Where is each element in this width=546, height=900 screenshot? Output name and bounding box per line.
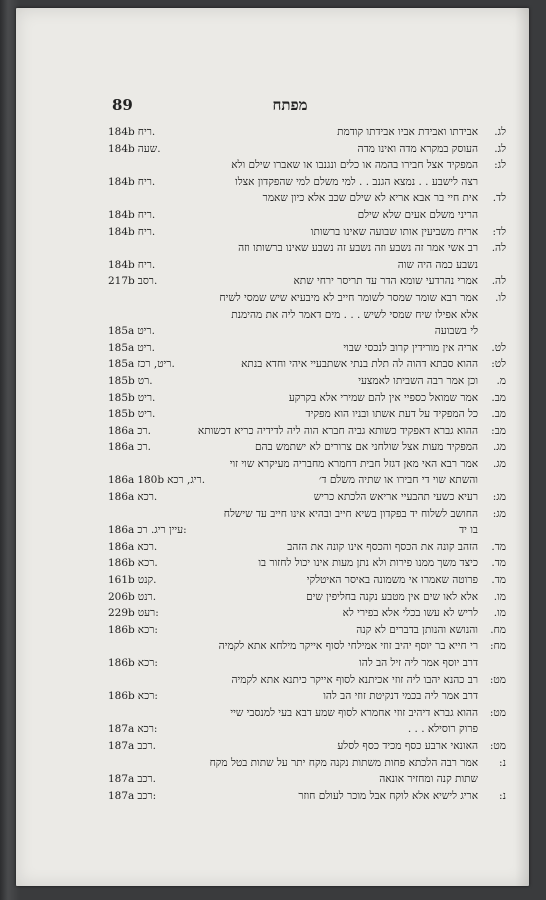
page-reference: 206b [108,590,135,603]
section-reference: רנט. [137,590,157,603]
entry-folio: מב: [491,424,506,437]
entry-folio: לו. [495,291,506,304]
entry-reference [108,522,187,539]
index-entry [108,373,506,390]
entry-folio: מט: [489,706,506,719]
entry-text: העוסק במקרא מדה ואינו מדה [357,142,478,155]
entry-text: אלא לאו שים אין מטבע נקנה בחליפין שים [306,590,478,603]
entry-folio: לג. [494,142,506,155]
page-reference: 187a [108,723,135,736]
entry-text: אמר רבא שומר שמסר לשומר חייב לא מיבעיא שיש שמסי לשיח [219,291,478,304]
section-reference: ריח. [137,175,156,188]
index-entry [108,224,506,241]
index-entry [108,240,506,257]
page-reference: 186a [108,540,135,553]
entry-text: כל המפקיד על דעת אשתו ובניו הוא מפקיד [305,408,478,421]
section-reference: רכא. [137,557,158,570]
index-entry [108,257,506,274]
entry-text: רב אשי אמר זה נשבע וזה נשבע זה נשבע שאינו ברשותו וזה [238,242,478,255]
page-number: 89 [112,96,133,114]
entry-text: הריני משלם אעים שלא שילם [357,208,478,221]
entry-reference [108,688,184,705]
entry-reference [108,589,184,606]
entry-folio: נ: [499,756,506,769]
entry-folio: מח: [490,640,506,653]
page-reference: 186a [108,491,135,504]
entry-reference [108,356,184,373]
entry-text: בו יד [459,524,478,537]
entry-folio: מט: [489,739,506,752]
index-entry [108,157,506,174]
section-reference: רכב: [137,789,157,802]
entry-text: הזהב קונה את הכסף והכסף אינו קונה את הזהב [287,540,478,553]
entry-text: רצה לישבע . . נמצא הגנב . . למי משלם למי שהפקדון אצלו [235,175,478,188]
entry-folio: מו. [493,607,506,620]
index-entries [108,124,506,804]
section-reference: רכא: [137,657,158,669]
page-reference: 187a [108,773,135,786]
index-entry [108,141,506,158]
entry-folio: מג. [492,457,506,470]
section-reference: ריג, רכא. [167,474,206,487]
entry-reference [108,489,184,506]
index-entry [108,638,506,655]
section-reference: רכב. [137,739,157,752]
index-entry [108,788,506,805]
entry-reference [108,539,184,556]
section-reference: ריט. [137,391,156,404]
page-reference: 161b [108,574,135,587]
entry-text: וכן אמר רבה השביתו לאמצעי [358,374,478,387]
section-reference: ריט. [137,341,155,354]
entry-reference [108,273,184,290]
entry-text: אמרי נהרדעי שומא הדר עד תריסר ירחי שתא [293,275,478,288]
page-reference: 184b [108,225,135,238]
entry-reference [108,124,184,141]
section-reference: רעט: [137,607,159,620]
entry-text: אריה אין מורידין קרוב לנכסי שבוי [343,341,478,354]
entry-reference [108,572,184,589]
page-reference: 184b [108,258,135,271]
entry-reference [108,771,184,788]
entry-text: אמר רבה הלכתא פחות משתות נקנה מקח יתר על שתות בטל מקח [209,756,478,769]
index-entry [108,207,506,224]
page-reference: 185a [108,341,135,354]
entry-folio: מד. [491,540,506,553]
section-reference: ריח. [137,126,156,138]
entry-reference [108,423,184,440]
entry-folio: מב. [491,391,506,404]
page-reference: 186b [108,657,135,669]
page-reference: 185b [108,374,135,387]
index-entry [108,356,506,373]
index-entry [108,622,506,639]
entry-text: לריש לא עשו בכלי אלא בפירי לא [342,607,478,620]
entry-folio: לד: [492,225,506,238]
section-reference: רכב. [137,773,157,786]
index-entry [108,771,506,788]
section-reference: רכא. [137,491,158,504]
index-entry [108,190,506,207]
page-reference: 186b [108,690,135,703]
section-reference: ריח. [137,258,156,271]
entry-text: רב כהנא יהבו ליה זוזי אכיתנא לסוף אייקר כיתנא אתא לקמיה [231,673,478,686]
index-entry [108,721,506,738]
entry-text: ההוא גברא דיהיב זוזי אחמרא לסוף שמע דבא בעי למנסבי שיי [230,706,478,719]
section-reference: עיין ריג. רכ: [137,524,187,537]
page-reference: 185b [108,408,135,421]
index-entry [108,506,506,523]
section-reference: 180b [137,474,165,487]
entry-text: האונאי ארבע כסף מכיד כסף לסלע [337,739,478,752]
entry-reference [108,323,184,340]
entry-folio: לה. [491,242,506,255]
entry-text: החושב לשלוח יד בפקדון בשיא חייב ובהיא אינו חייב עד שישלח [223,507,478,520]
index-entry [108,655,506,672]
entry-text: המפקיד אצל חבירו בהמה או כלים ונגנבו או שאברו שילם ולא [231,159,478,172]
entry-reference [108,439,184,456]
section-reference: ריט. [137,325,155,338]
page-reference: 229b [108,607,135,620]
entry-text: אלא אפילו שיח שמסי לשיש . . . מים דאמר ליה את מהימנת [231,308,478,321]
section-reference: רסב. [137,275,158,288]
index-entry [108,273,506,290]
entry-reference [108,622,184,639]
index-entry [108,605,506,622]
entry-text: פרוק רוסילא . . . [407,723,478,736]
page-title: מפתח [272,96,308,114]
entry-folio: מג. [492,441,506,454]
index-entry [108,124,506,141]
section-reference: קנט. [137,574,157,587]
entry-text: והנושא והנותן בדברים לא קנה [356,623,478,636]
entry-reference [108,406,184,423]
entry-folio: מו. [493,590,506,603]
page-reference: 186a [108,474,135,487]
entry-folio: מ. [496,374,506,387]
entry-reference [108,555,184,572]
index-entry [108,290,506,307]
entry-folio: מג: [492,507,506,520]
index-entry [108,489,506,506]
page-reference: 185a [108,358,135,371]
entry-text: שתות קנה ומחזיר אונאה [379,773,478,786]
page-reference: 184b [108,208,135,221]
entry-reference [108,373,184,390]
entry-reference [108,472,206,489]
page-reference: 185b [108,391,135,404]
section-reference: שעה. [137,142,161,155]
page-edge-shadow [515,8,529,886]
index-entry [108,323,506,340]
page-reference: 184b [108,175,135,188]
entry-reference [108,655,184,672]
entry-text: רי חייא בר יוסף יהיב זוזי אמילחי לסוף אייקר מילחא אתא לקמיה [218,640,478,653]
section-reference: ריט. [137,408,156,421]
entry-folio: לד. [492,192,506,205]
entry-text: נשבע כמה היה שוה [397,258,478,271]
entry-reference [108,738,184,755]
entry-reference [108,257,184,274]
entry-text: דרב יוסף אמר ליה זיל הב להו [359,657,478,669]
index-entry [108,672,506,689]
index-entry [108,555,506,572]
entry-folio: לה. [491,275,506,288]
page-reference: 186b [108,623,135,636]
section-reference: רכא. [137,540,158,553]
index-entry [108,738,506,755]
index-entry [108,589,506,606]
entry-folio: מד. [491,574,506,587]
index-entry [108,423,506,440]
entry-reference [108,390,184,407]
section-reference: רכא: [137,723,158,736]
index-entry [108,539,506,556]
index-entry [108,390,506,407]
index-entry [108,340,506,357]
entry-text: ההוא גברא דאפקיד כשותא גביה חברא הוה ליה לדידיה כריא דכשותא [197,424,478,437]
index-entry [108,307,506,324]
page-reference: 186a [108,441,135,454]
entry-reference [108,788,184,805]
entry-reference [108,207,184,224]
entry-reference [108,721,184,738]
section-reference: ריח. [137,208,156,221]
entry-text: פרוטה שאמרו אי משמונה באיסר האיטלקי [306,574,478,587]
index-entry [108,755,506,772]
entry-text: ההוא סבתא דהוה לה תלת בנתי אשתבעיי איהי וחדא בנתא [241,358,478,371]
section-reference: רט. [137,374,153,387]
entry-folio: נ: [499,789,506,802]
page-reference: 184b [108,126,135,138]
index-entry [108,572,506,589]
page-reference: 184b [108,142,135,155]
entry-text: רעיא כשעי תהבעיי אריאש הלכתא כריש [313,491,478,504]
entry-text: אבידתו ואבידת אביו אבידתו קודמת [337,126,478,138]
entry-text: כיצד משך ממנו פירות ולא נתן מעות אינו יכול לחזור בו [258,557,478,570]
entry-folio: מט: [489,673,506,686]
page-reference: 186a [108,424,135,437]
entry-reference [108,174,184,191]
index-entry [108,406,506,423]
index-entry [108,688,506,705]
index-entry [108,522,506,539]
entry-folio: מח. [490,623,506,636]
index-entry [108,705,506,722]
entry-text: לי בשבועה [434,325,478,338]
page-reference: 187a [108,789,135,802]
entry-text: דרב אמר ליה בכמי דנקיטת זוזי הב להו [323,690,478,703]
entry-folio: מג: [492,491,506,504]
section-reference: רכ. [137,424,151,437]
entry-reference [108,605,184,622]
page-reference: 217b [108,275,135,288]
entry-text: אריח משביעין אותו שבועה שאינו ברשותו [310,225,478,238]
section-reference: רכא: [137,623,158,636]
section-reference: רכ. [137,441,151,454]
section-reference: ריח. [137,225,156,238]
page-reference: 187a [108,739,135,752]
entry-text: והשתא שוי די חבירו או שתיה משלם ד׳ [319,474,478,487]
page-reference: 186a [108,524,135,537]
entry-text: אית חיי בר אבא אריא לא שילם שכב אלא כיון שאמר [262,192,478,205]
entry-folio: לט. [491,341,506,354]
index-entry [108,439,506,456]
entry-text: אריג לישיא אלא לוקח אבל מוכר לעולם חוזר [298,789,478,802]
page-header [112,96,468,118]
entry-text: אמר שמואל כספיי אין להם שמירי אלא בקרקע [288,391,478,404]
index-entry [108,174,506,191]
page-reference: 186b [108,557,135,570]
entry-folio: לג: [494,159,506,172]
entry-text: המפקיד מעות אצל שולחני אם צרורים לא ישתמש בהם [254,441,478,454]
index-entry [108,456,506,473]
entry-folio: לג. [494,126,506,138]
entry-folio: לט: [491,358,506,371]
section-reference: ריט, רכז. [137,358,175,371]
index-entry [108,472,506,489]
page-reference: 185a [108,325,135,338]
entry-folio: מד. [491,557,506,570]
entry-reference [108,340,184,357]
section-reference: רכא: [137,690,158,703]
entry-text: אמר רבא האי מאן דגזל חבית דחמרא מחבריה מעיקרא שוי זוי [229,457,478,470]
entry-reference [108,224,184,241]
entry-folio: מב. [491,408,506,421]
entry-reference [108,141,184,158]
